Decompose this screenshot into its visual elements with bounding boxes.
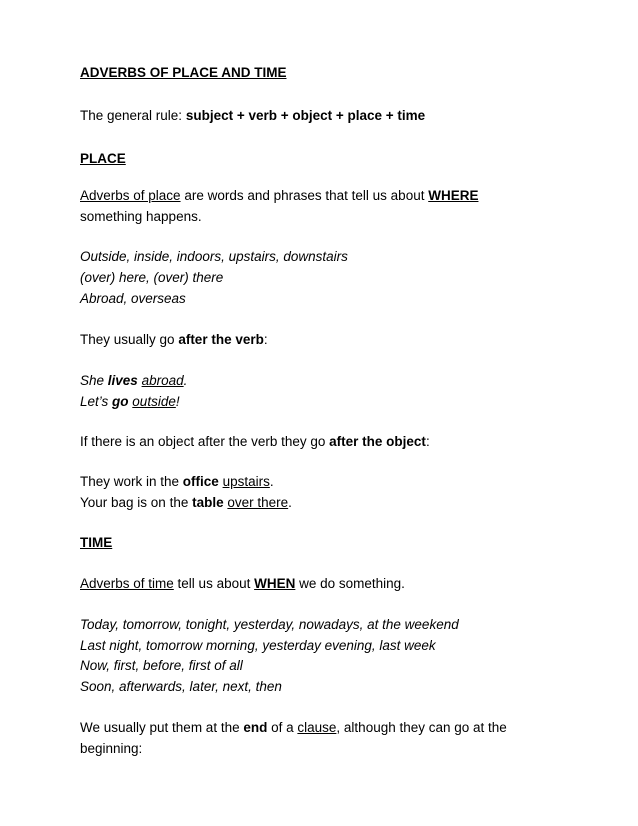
time-definition xyxy=(80,575,405,593)
place-definition-term: Adverbs of place xyxy=(80,188,181,203)
place-example-1: Outside, inside, indoors, upstairs, downstairs xyxy=(80,249,348,264)
place-rule2-prefix: If there is an object after the verb they go xyxy=(80,434,330,449)
time-rule-middle: of a xyxy=(267,720,298,735)
time-example-3: Now, first, before, first of all xyxy=(80,658,243,673)
time-rule-line1 xyxy=(80,719,507,737)
sentence1-adverb: abroad xyxy=(141,373,184,388)
place-example-sentence-3 xyxy=(80,473,274,491)
time-definition-middle: tell us about xyxy=(173,576,255,591)
place-rule1-emph: after the verb xyxy=(178,332,264,347)
place-rule2-emph: after the object xyxy=(329,434,426,449)
general-rule xyxy=(80,107,425,125)
sentence1-end: . xyxy=(183,373,188,388)
sentence4-a: Your bag is on the xyxy=(80,495,193,510)
place-rule1-suffix: : xyxy=(263,332,268,347)
sentence3-end: . xyxy=(269,474,274,489)
time-definition-term: Adverbs of time xyxy=(80,576,174,591)
place-definition-line2: something happens. xyxy=(80,209,202,224)
place-example-sentence-1 xyxy=(80,372,187,390)
general-rule-formula: subject + verb + object + place + time xyxy=(185,108,426,123)
place-example-sentence-4 xyxy=(80,494,292,512)
place-rule-after-object xyxy=(80,433,430,451)
sentence3-adverb: upstairs xyxy=(222,474,270,489)
time-rule-end-word: end xyxy=(243,720,268,735)
time-heading: TIME xyxy=(80,535,113,550)
sentence4-adverb: over there xyxy=(227,495,289,510)
place-rule-after-verb xyxy=(80,331,268,349)
time-example-1: Today, tomorrow, tonight, yesterday, nowadays, at the weekend xyxy=(80,617,459,632)
sentence4-object: table xyxy=(192,495,224,510)
time-rule-prefix: We usually put them at the xyxy=(80,720,244,735)
place-example-2: (over) here, (over) there xyxy=(80,270,224,285)
general-rule-prefix: The general rule: xyxy=(80,108,186,123)
place-example-3: Abroad, overseas xyxy=(80,291,186,306)
place-heading: PLACE xyxy=(80,151,126,166)
sentence1-verb: lives xyxy=(107,373,138,388)
time-rule-line2: beginning: xyxy=(80,741,143,756)
sentence2-a: Let’s xyxy=(80,394,113,409)
place-definition-line1 xyxy=(80,187,478,205)
place-definition-keyword: WHERE xyxy=(428,188,479,203)
sentence3-a: They work in the xyxy=(80,474,183,489)
sentence1-a: She xyxy=(80,373,108,388)
sentence2-adverb: outside xyxy=(132,394,176,409)
time-example-2: Last night, tomorrow morning, yesterday evening, last week xyxy=(80,638,436,653)
sentence4-end: . xyxy=(288,495,292,510)
time-example-4: Soon, afterwards, later, next, then xyxy=(80,679,282,694)
time-rule-suffix: , although they can go at the xyxy=(336,720,507,735)
sentence2-end: ! xyxy=(175,394,180,409)
time-definition-keyword: WHEN xyxy=(254,576,296,591)
sentence2-verb: go xyxy=(112,394,129,409)
place-example-sentence-2 xyxy=(80,393,180,411)
document-title: ADVERBS OF PLACE AND TIME xyxy=(80,65,287,80)
place-rule2-suffix: : xyxy=(425,434,430,449)
time-rule-clause-word: clause xyxy=(297,720,337,735)
place-definition-middle: are words and phrases that tell us about xyxy=(180,188,429,203)
time-definition-suffix: we do something. xyxy=(295,576,405,591)
place-rule1-prefix: They usually go xyxy=(80,332,179,347)
sentence3-object: office xyxy=(182,474,219,489)
